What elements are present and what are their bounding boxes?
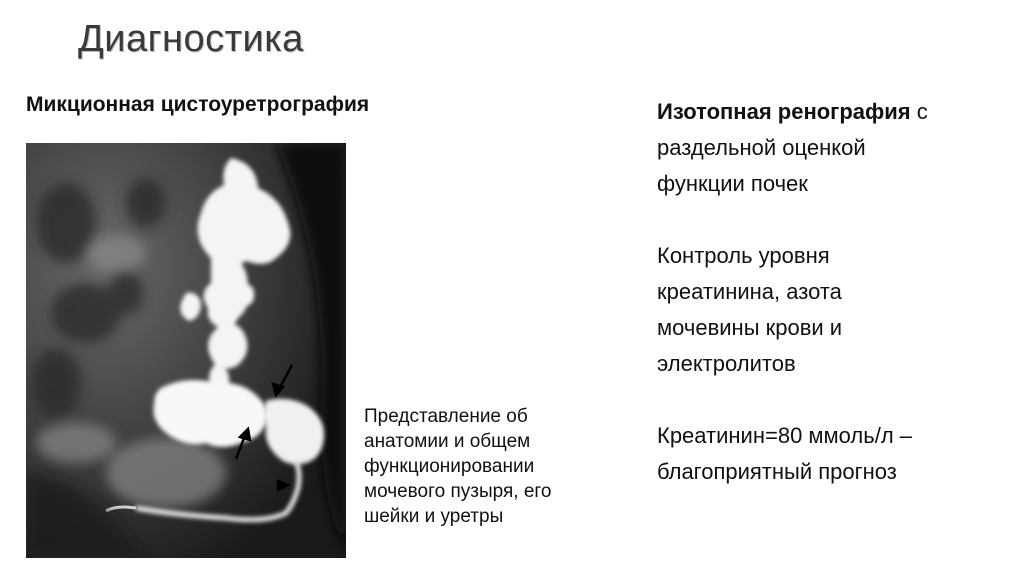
caption-line: функционировании xyxy=(364,456,535,477)
renography-rest: с xyxy=(910,99,928,124)
paragraph-gap xyxy=(657,202,1007,238)
left-heading: Микционная цистоуретрография xyxy=(26,93,370,116)
creatinine-line-1: Креатинин=80 ммоль/л – xyxy=(657,423,913,448)
slide-title: Диагностика xyxy=(78,18,304,60)
caption-line: Представление об xyxy=(364,406,528,427)
image-caption xyxy=(364,404,604,529)
control-line-2: креатинина, азота xyxy=(657,279,842,304)
paragraph-gap xyxy=(657,382,1007,418)
control-line-1: Контроль уровня xyxy=(657,243,830,268)
control-line-4: электролитов xyxy=(657,351,796,376)
renography-line-3: функции почек xyxy=(657,171,808,196)
caption-line: шейки и уретры xyxy=(364,506,504,527)
caption-line: мочевого пузыря, его xyxy=(364,481,552,502)
control-line-3: мочевины крови и xyxy=(657,315,843,340)
right-column xyxy=(657,94,1007,490)
creatinine-line-2: благоприятный прогноз xyxy=(657,459,897,484)
xray-illustration xyxy=(26,143,346,558)
caption-line: анатомии и общем xyxy=(364,431,531,452)
cystourethrogram-image xyxy=(26,143,346,558)
renography-line-1 xyxy=(657,94,1007,130)
renography-line-2: раздельной оценкой xyxy=(657,135,866,160)
renography-bold-term: Изотопная ренография xyxy=(657,99,911,124)
